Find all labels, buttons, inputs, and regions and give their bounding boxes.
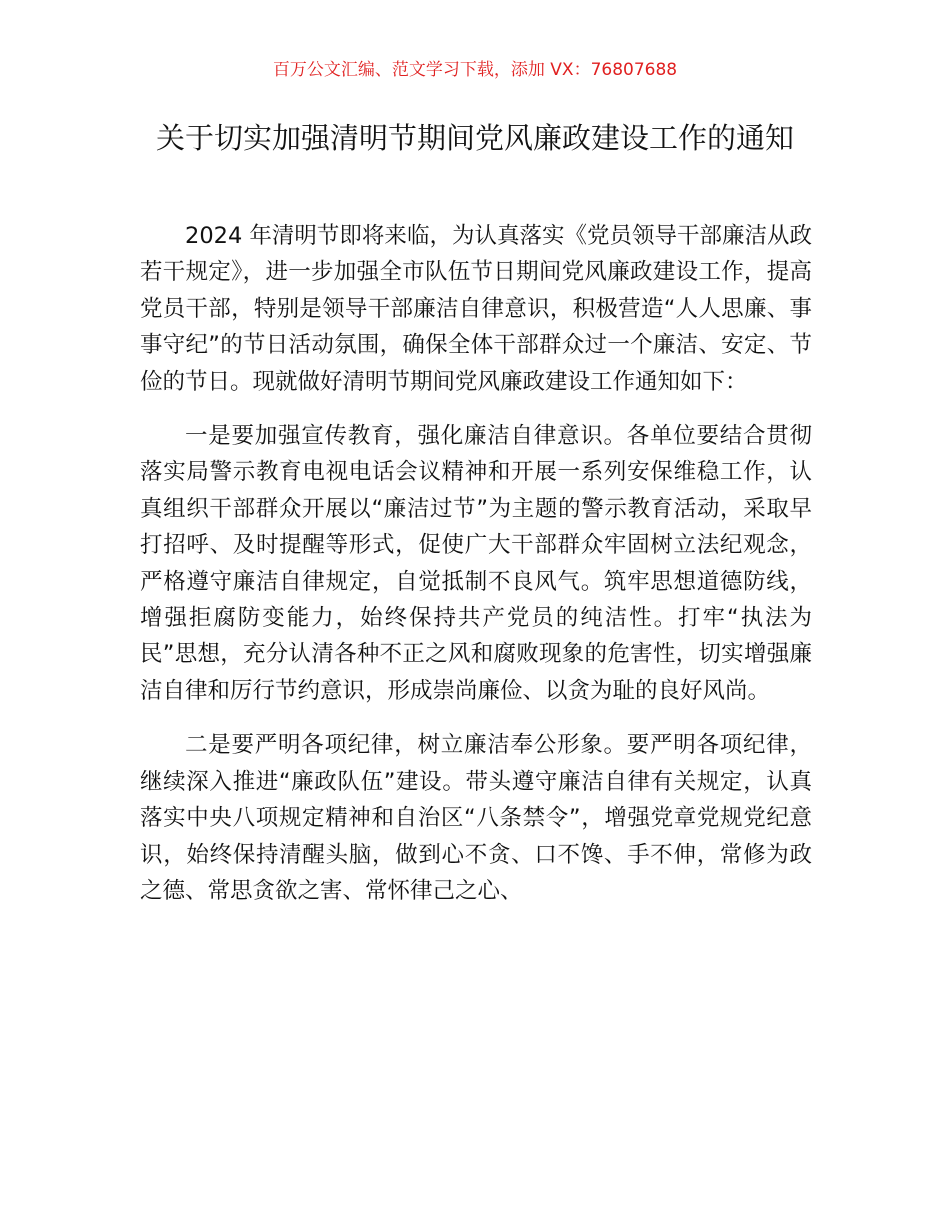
paragraph-intro: 2024 年清明节即将来临，为认真落实《党员领导干部廉洁从政若干规定》，进一步加强全市队伍节日期间党风廉政建设工作，提高党员干部，特别是领导干部廉洁自律意识，积极营造“人人思廉、事事守纪”的节日活动氛围，确保全体干部群众过一个廉洁、安定、节俭的节日。现就做好清明节期间党风廉政建设工作通知如下： (140, 223, 812, 395)
paragraph-point-two: 二是要严明各项纪律，树立廉洁奉公形象。要严明各项纪律，继续深入推进“廉政队伍”建设。带头遵守廉洁自律有关规定，认真落实中央八项规定精神和自治区“八条禁令”，增强党章党规党纪意识，始终保持清醒头脑，做到心不贪、口不馋、手不伸，常修为政之德、常思贪欲之害、常怀律己之心、 (140, 732, 812, 904)
document-title: 关于切实加强清明节期间党风廉政建设工作的通知 (155, 121, 794, 155)
paragraph-point-one: 一是要加强宣传教育，强化廉洁自律意识。各单位要结合贯彻落实局警示教育电视电话会议精神和开展一系列安保维稳工作，认真组织干部群众开展以“廉洁过节”为主题的警示教育活动，采取早打招呼、及时提醒等形式，促使广大干部群众牢固树立法纪观念，严格遵守廉洁自律规定，自觉抵制不良风气。筑牢思想道德防线，增强拒腐防变能力，始终保持共产党员的纯洁性。打牢“执法为民”思想，充分认清各种不正之风和腐败现象的危害性，切实增强廉洁自律和厉行节约意识，形成崇尚廉俭、以贪为耻的良好风尚。 (140, 423, 812, 704)
header-notice: 百万公文汇编、范文学习下载，添加 VX：76807688 (272, 60, 678, 80)
document-body (140, 218, 812, 927)
